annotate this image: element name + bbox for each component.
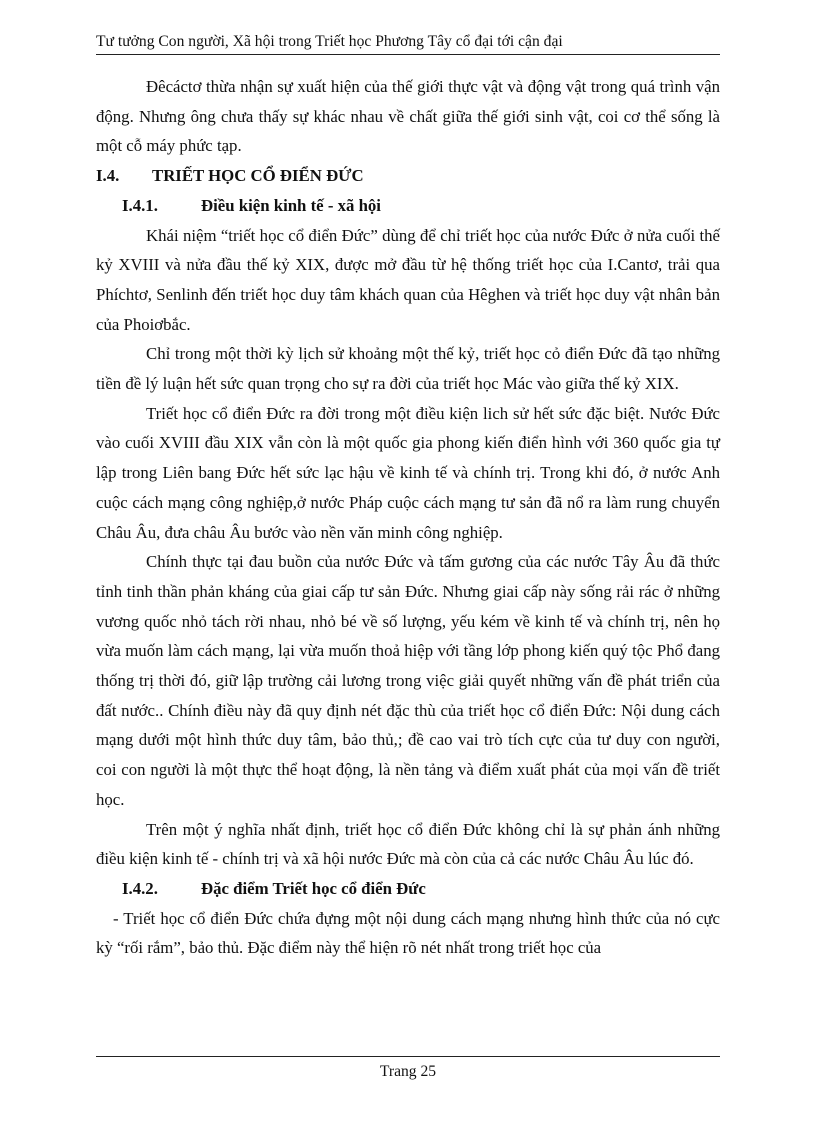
subsection-number: I.4.2.: [122, 878, 158, 898]
paragraph-premises: Chỉ trong một thời kỳ lịch sử khoảng một thế kỷ, triết học cỏ điển Đức đã tạo những tiền đề lý luận hết sức quan trọng cho sự ra đời của triết học Mác vào giữa thế kỷ XIX.: [96, 344, 720, 394]
paragraph-bourgeoisie: Chính thực tại đau buồn của nước Đức và tấm gương của các nước Tây Âu đã thức tỉnh tinh thần phản kháng của giai cấp tư sản Đức. Nhưng giai cấp này sống rải rác ở những vương quốc nhỏ tách rời nhau, nhỏ bé về số lượng, yếu kém về kinh tế và chính trị, nên họ vừa muốn làm cách mạng, lại vừa muốn thoả hiệp với tầng lớp phong kiến quý tộc Phổ đang thống trị thời đó, giữ lập trường cải lương trong việc giải quyết những vấn đề phát triển của đất nước.. Chính điều này đã quy định nét đặc thù của triết học cổ điển Đức: Nội dung cách mạng dưới một hình thức duy tâm, bảo thủ,; đề cao vai trò tích cực của tư duy con người, coi con người là một thực thể hoạt động, là nền tảng và điểm xuất phát của mọi vấn đề triết học.: [96, 552, 720, 809]
paragraph-reflection: Trên một ý nghĩa nhất định, triết học cổ điển Đức không chỉ là sự phản ánh những điều kiện kinh tế - chính trị và xã hội nước Đức mà còn của cả các nước Châu Âu lúc đó.: [96, 819, 720, 869]
section-number: I.4.: [96, 166, 120, 186]
paragraph-conditions: Triết học cổ điển Đức ra đời trong một điều kiện lich sử hết sức đặc biệt. Nước Đức vào cuối XVIII đầu XIX vẫn còn là một quốc gia phong kiến điển hình với 360 quốc gia tự lập trong Liên bang Đức hết sức lạc hậu về kinh tế và chính trị. Trong khi đó, ở nước Anh cuộc cách mạng công nghiệp,ở nước Pháp cuộc cách mạng tư sản đã nổ ra làm rung chuyển Châu Âu, đưa châu Âu bước vào nền văn minh công nghiệp.: [96, 403, 720, 542]
section-heading-i4: [96, 161, 720, 191]
subsection-number: I.4.1.: [122, 195, 158, 215]
page-body: [96, 72, 720, 963]
paragraph-concept: Khái niệm “triết học cổ điển Đức” dùng để chỉ triết học của nước Đức ở nửa cuối thế kỷ XVIII và nửa đầu thế kỷ XIX, được mở đầu từ hệ thống triết học của I.Cantơ, trải qua Phíchtơ, Senlinh đến triết học duy tâm khách quan của Hêghen và triết học duy vật nhân bản của Phoiơbắc.: [96, 225, 720, 334]
running-header: Tư tưởng Con người, Xã hội trong Triết học Phương Tây cổ đại tới cận đại: [96, 33, 720, 55]
subsection-heading-i42: [96, 874, 720, 904]
paragraph-descartes: Đêcáctơ thừa nhận sự xuất hiện của thế giới thực vật và động vật trong quá trình vận động. Nhưng ông chưa thấy sự khác nhau về chất giữa thế giới sinh vật, coi cơ thể sống là một cỗ máy phức tạp.: [96, 77, 720, 156]
subsection-title: Điều kiện kinh tế - xã hội: [201, 195, 381, 215]
paragraph-characteristics: - Triết học cổ điển Đức chứa đựng một nội dung cách mạng nhưng hình thức của nó cực kỳ “rối rắm”, bảo thủ. Đặc điểm này thể hiện rõ nét nhất trong triết học của: [96, 908, 720, 958]
subsection-title: Đặc điểm Triết học cổ điển Đức: [201, 878, 426, 898]
footer-divider: [96, 1056, 720, 1057]
subsection-heading-i41: [96, 191, 720, 221]
section-title: TRIẾT HỌC CỔ ĐIỂN ĐỨC: [152, 166, 364, 186]
page-number: Trang 25: [379, 1063, 437, 1080]
